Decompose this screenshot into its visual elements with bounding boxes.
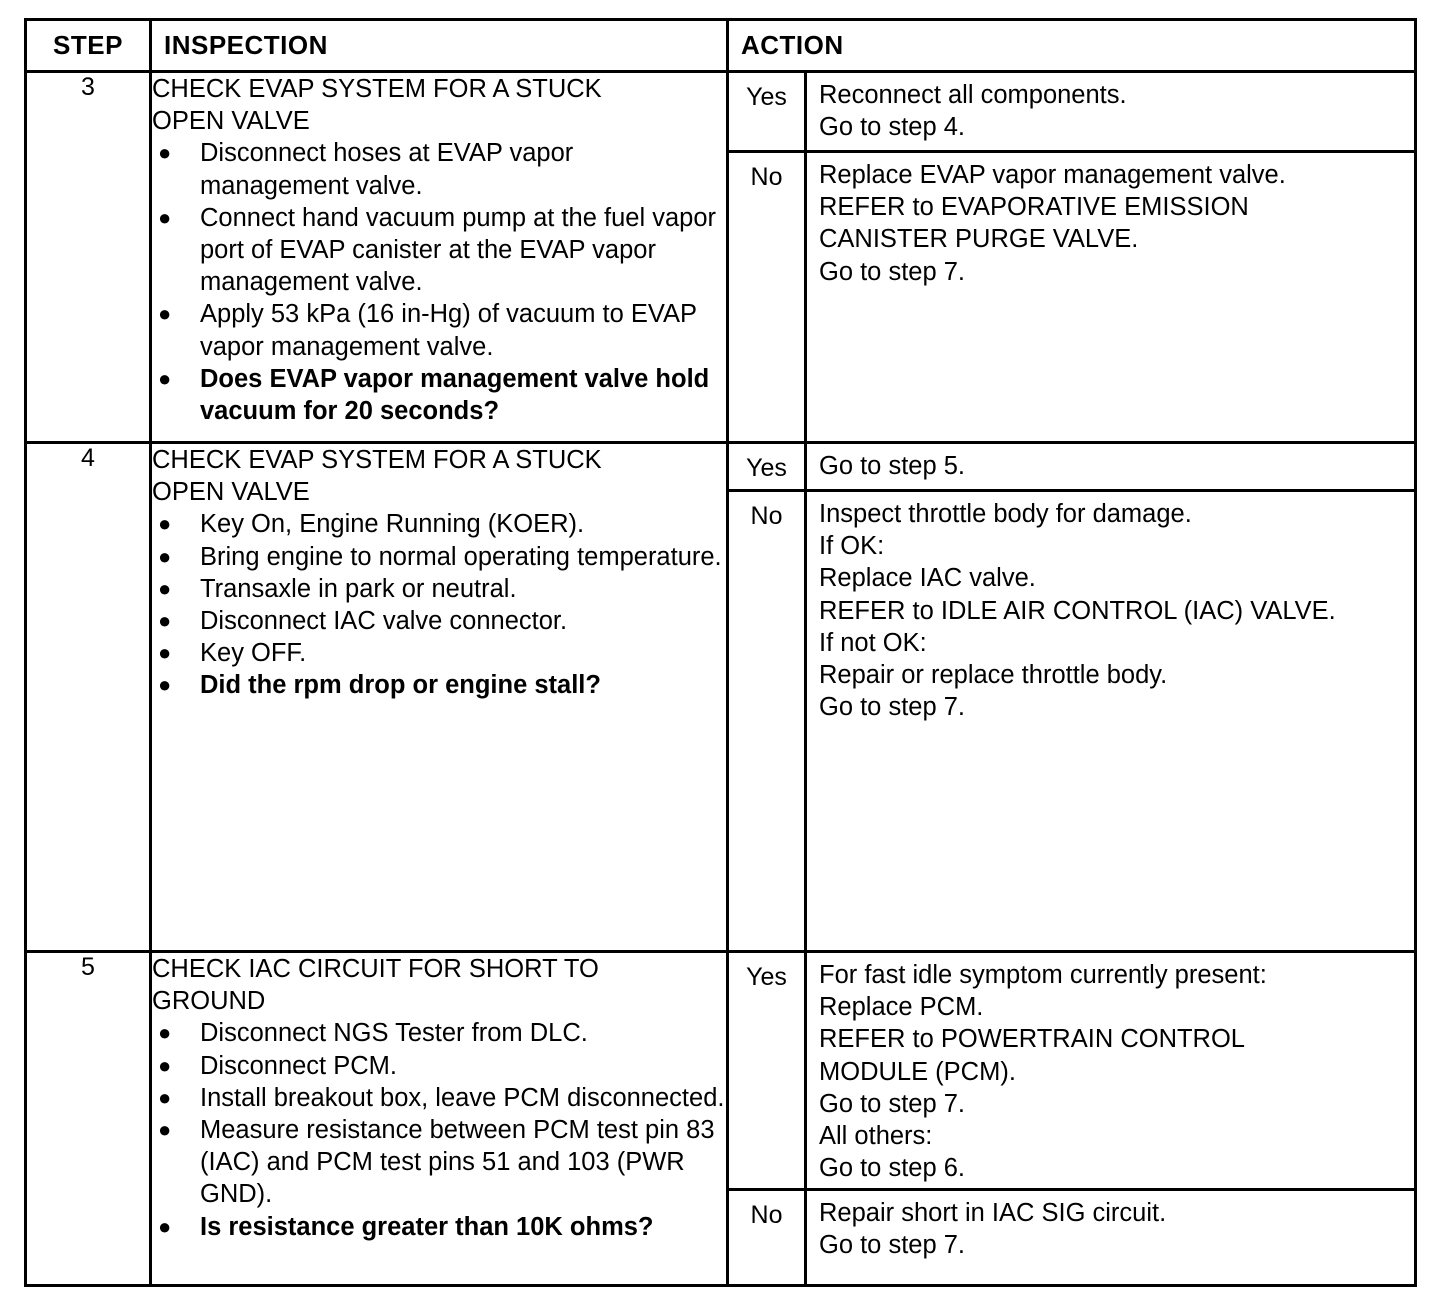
inspection-bullet: ● Transaxle in park or neutral. <box>152 573 726 605</box>
no-label: No <box>728 1190 806 1286</box>
bullet-icon: ● <box>158 1020 172 1046</box>
inspection-title-line: GROUND <box>152 987 266 1016</box>
yes-action-cell: Reconnect all components. Go to step 4. <box>806 72 1416 152</box>
inspection-title-line: OPEN VALVE <box>152 107 310 136</box>
yes-action-cell: For fast idle symptom currently present: Replace PCM. REFER to POWERTRAIN CONTROL MODULE (PCM). Go to step 7. All others: Go to step 6. <box>806 952 1416 1190</box>
no-action-cell: Repair short in IAC SIG circuit. Go to step 7. <box>806 1190 1416 1286</box>
step-number: 5 <box>26 952 151 1286</box>
inspection-bullet: ● Disconnect NGS Tester from DLC. <box>152 1017 726 1049</box>
inspection-bullet: ● Key OFF. <box>152 637 726 669</box>
step-number: 3 <box>26 72 151 443</box>
no-action-cell: Replace EVAP vapor management valve. REFER to EVAPORATIVE EMISSION CANISTER PURGE VALVE. Go to step 7. <box>806 152 1416 443</box>
header-step: STEP <box>26 20 151 72</box>
bullet-icon: ● <box>158 301 172 327</box>
header-row <box>26 20 1416 72</box>
no-label: No <box>728 491 806 952</box>
header-inspection: INSPECTION <box>151 20 728 72</box>
yes-label: Yes <box>728 443 806 491</box>
header-action: ACTION <box>728 20 1416 72</box>
step-5-yes-row <box>26 952 1416 1190</box>
inspection-title-line: OPEN VALVE <box>152 478 310 507</box>
yes-label: Yes <box>728 952 806 1190</box>
inspection-cell <box>151 952 728 1286</box>
inspection-question: ● Is resistance greater than 10K ohms? <box>152 1211 726 1243</box>
no-action-cell: Inspect throttle body for damage. If OK: Replace IAC valve. REFER to IDLE AIR CONTROL (IAC) VALVE. If not OK: Repair or replace throttle body. Go to step 7. <box>806 491 1416 952</box>
inspection-bullet: ● Measure resistance between PCM test pin 83 (IAC) and PCM test pins 51 and 103 (PWR GND). <box>158 1116 715 1209</box>
inspection-bullet: ● Disconnect PCM. <box>152 1050 726 1082</box>
inspection-bullet: ● Disconnect hoses at EVAP vapor management valve. <box>158 139 574 200</box>
bullet-icon: ● <box>158 608 172 634</box>
inspection-question: ● Did the rpm drop or engine stall? <box>152 669 726 701</box>
inspection-title-line: CHECK EVAP SYSTEM FOR A STUCK <box>152 75 602 103</box>
bullet-icon: ● <box>158 140 172 166</box>
yes-label: Yes <box>728 72 806 152</box>
bullet-icon: ● <box>158 1117 172 1143</box>
bullet-icon: ● <box>158 543 172 569</box>
step-4-yes-row <box>26 443 1416 491</box>
step-number: 4 <box>26 443 151 952</box>
inspection-bullet: ● Bring engine to normal operating temperature. <box>152 541 726 573</box>
inspection-bullet: ● Install breakout box, leave PCM disconnected. <box>152 1082 726 1114</box>
inspection-cell <box>151 72 728 443</box>
bullet-icon: ● <box>158 575 172 601</box>
inspection-title-line: CHECK EVAP SYSTEM FOR A STUCK <box>152 446 602 474</box>
diagnostic-table <box>24 18 1417 1287</box>
inspection-bullet: ● Apply 53 kPa (16 in-Hg) of vacuum to EVAP vapor management valve. <box>158 300 697 361</box>
yes-action-cell: Go to step 5. <box>806 443 1416 491</box>
bullet-icon: ● <box>158 1052 172 1078</box>
inspection-question: ● Does EVAP vapor management valve hold vacuum for 20 seconds? <box>158 364 710 426</box>
bullet-icon: ● <box>158 640 172 666</box>
bullet-icon: ● <box>158 511 172 537</box>
inspection-bullet: ● Key On, Engine Running (KOER). <box>152 508 726 540</box>
bullet-icon: ● <box>158 365 172 391</box>
bullet-icon: ● <box>158 1084 172 1110</box>
inspection-cell <box>151 443 728 952</box>
inspection-title-line: CHECK IAC CIRCUIT FOR SHORT TO <box>152 955 599 983</box>
bullet-icon: ● <box>158 672 172 698</box>
no-label: No <box>728 152 806 443</box>
bullet-icon: ● <box>158 204 172 230</box>
bullet-icon: ● <box>158 1213 172 1239</box>
inspection-bullet: ● Disconnect IAC valve connector. <box>152 605 726 637</box>
inspection-bullet: ● Connect hand vacuum pump at the fuel vapor port of EVAP canister at the EVAP vapor management valve. <box>158 203 716 297</box>
step-3-yes-row <box>26 72 1416 152</box>
